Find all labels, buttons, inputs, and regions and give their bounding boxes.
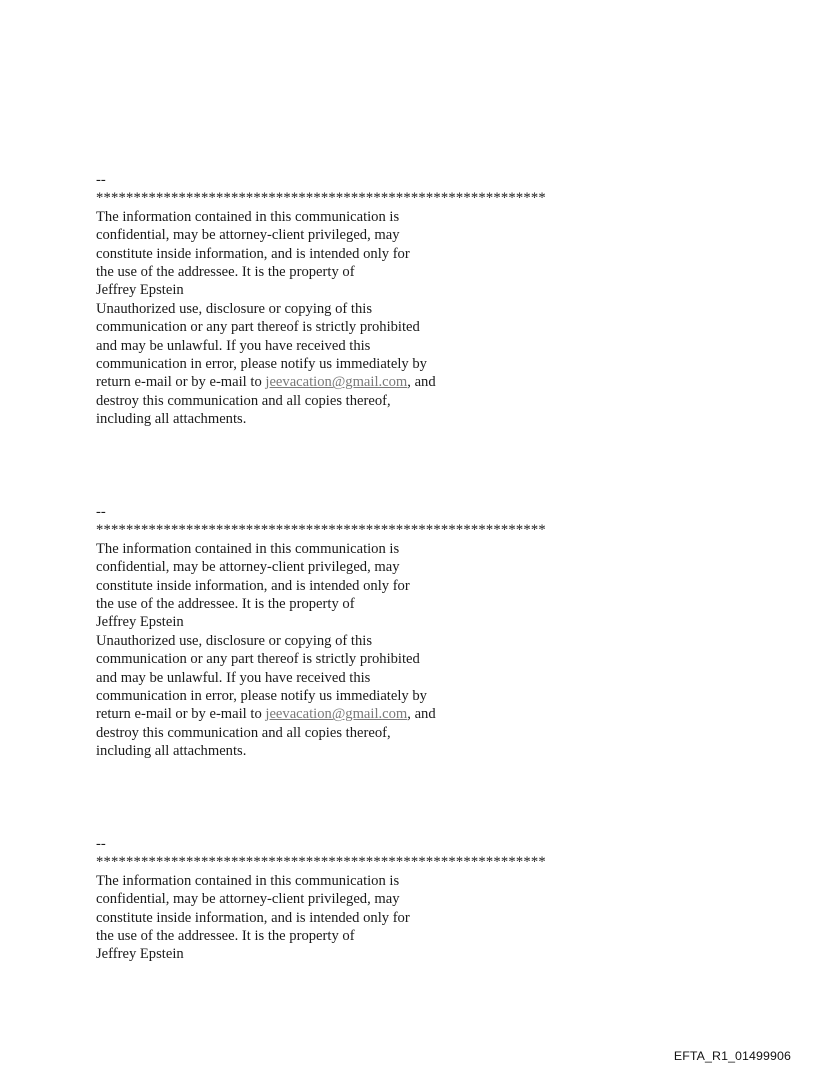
signature-dashes: -- [96,504,106,520]
disclaimer-line: communication or any part thereof is strictly prohibited [96,651,420,668]
disclaimer-line: and may be unlawful. If you have received this [96,669,371,686]
disclaimer-line: constitute inside information, and is intended only for [96,909,410,926]
closing-line: including all attachments. [96,743,247,760]
disclaimer-line: communication in error, please notify us immediately by [96,688,427,705]
disclaimer-block-3 [96,835,616,964]
disclaimer-line: constitute inside information, and is intended only for [96,245,410,262]
closing-line: including all attachments. [96,411,247,428]
disclaimer-block-2 [96,503,616,761]
return-email-line [96,705,616,723]
disclaimer-line: confidential, may be attorney-client privileged, may [96,559,400,576]
asterisk-divider: ************************************************************ [96,190,546,207]
disclaimer-line: Jeffrey Epstein [96,282,184,299]
asterisk-divider: ************************************************************ [96,522,546,539]
disclaimer-line: confidential, may be attorney-client privileged, may [96,227,400,244]
disclaimer-line: The information contained in this communication is [96,540,400,557]
disclaimer-line: The information contained in this communication is [96,872,400,889]
disclaimer-line: communication or any part thereof is strictly prohibited [96,319,420,336]
document-id-label: EFTA_R1_01499906 [673,1049,791,1063]
signature-dashes: -- [96,836,106,852]
return-email-line [96,373,616,391]
signature-dashes: -- [96,172,106,188]
disclaimer-line: The information contained in this communication is [96,208,400,225]
disclaimer-line: confidential, may be attorney-client privileged, may [96,891,400,908]
disclaimer-line: Jeffrey Epstein [96,946,184,963]
return-suffix: , and [407,374,436,391]
disclaimer-line: the use of the addressee. It is the property of [96,928,355,945]
return-prefix: return e-mail or by e-mail to [96,374,266,391]
disclaimer-line: and may be unlawful. If you have received this [96,337,371,354]
disclaimer-line: communication in error, please notify us immediately by [96,356,427,373]
disclaimer-block-1 [96,171,616,429]
disclaimer-line: Jeffrey Epstein [96,614,184,631]
disclaimer-line: the use of the addressee. It is the property of [96,596,355,613]
disclaimer-line: constitute inside information, and is intended only for [96,577,410,594]
disclaimer-line: Unauthorized use, disclosure or copying of this [96,632,373,649]
return-suffix: , and [407,706,436,723]
disclaimer-line: Unauthorized use, disclosure or copying of this [96,300,373,317]
closing-line: destroy this communication and all copies thereof, [96,392,391,409]
return-prefix: return e-mail or by e-mail to [96,706,266,723]
disclaimer-line: the use of the addressee. It is the property of [96,264,355,281]
asterisk-divider: ************************************************************ [96,854,546,871]
email-link[interactable]: jeevacation@gmail.com [265,706,408,723]
closing-line: destroy this communication and all copies thereof, [96,724,391,741]
email-link[interactable]: jeevacation@gmail.com [265,374,408,391]
